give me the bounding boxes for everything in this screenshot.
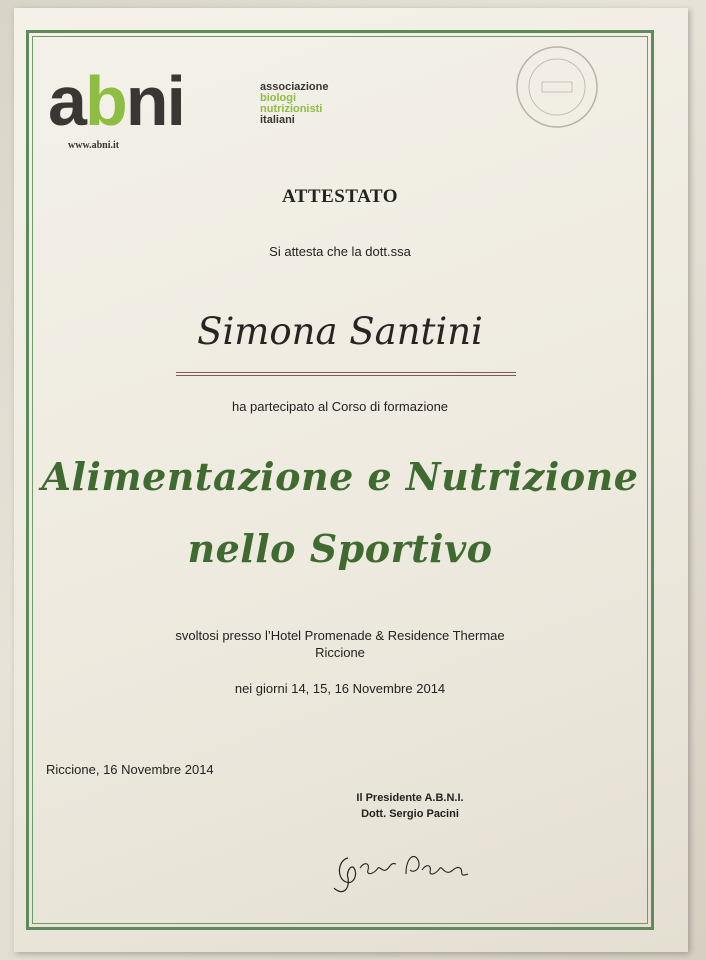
logo-sub-line-1: associazione — [260, 81, 329, 93]
signatory-role: Il Presidente A.B.N.I. — [356, 792, 464, 804]
certificate-intro: Si attesta che la dott.ssa — [269, 244, 411, 259]
logo-url: www.abni.it — [68, 140, 120, 151]
embossed-seal-icon — [514, 44, 600, 130]
recipient-name: Simona Santini — [197, 310, 483, 353]
participation-text: ha partecipato al Corso di formazione — [231, 399, 449, 414]
logo-letter-a: a — [48, 62, 85, 140]
place-and-date: Riccione, 16 Novembre 2014 — [46, 762, 214, 777]
course-title-line-1: Alimentazione e Nutrizione — [41, 454, 639, 499]
logo-letters-ni: ni — [125, 62, 184, 140]
logo-letter-b: b — [84, 62, 126, 140]
venue-line-2: Riccione — [315, 645, 365, 660]
course-title-line-2: nello Sportivo — [187, 526, 493, 571]
signatory-name: Dott. Sergio Pacini — [361, 808, 459, 820]
abni-logo — [48, 62, 368, 152]
logo-wordmark — [48, 62, 184, 140]
venue-line-1: svoltosi presso l’Hotel Promenade & Residence Thermae — [175, 628, 505, 643]
logo-sub-line-3: nutrizionisti — [260, 103, 323, 115]
logo-sub-line-2: biologi — [260, 92, 297, 104]
certificate-title: ATTESTATO — [281, 186, 399, 207]
logo-sub-line-4: italiani — [260, 114, 295, 126]
course-dates: nei giorni 14, 15, 16 Novembre 2014 — [234, 681, 446, 696]
name-underline — [176, 372, 516, 376]
logo-subtitle — [260, 82, 328, 126]
signatory-block — [330, 790, 490, 822]
handwritten-signature — [318, 838, 488, 898]
